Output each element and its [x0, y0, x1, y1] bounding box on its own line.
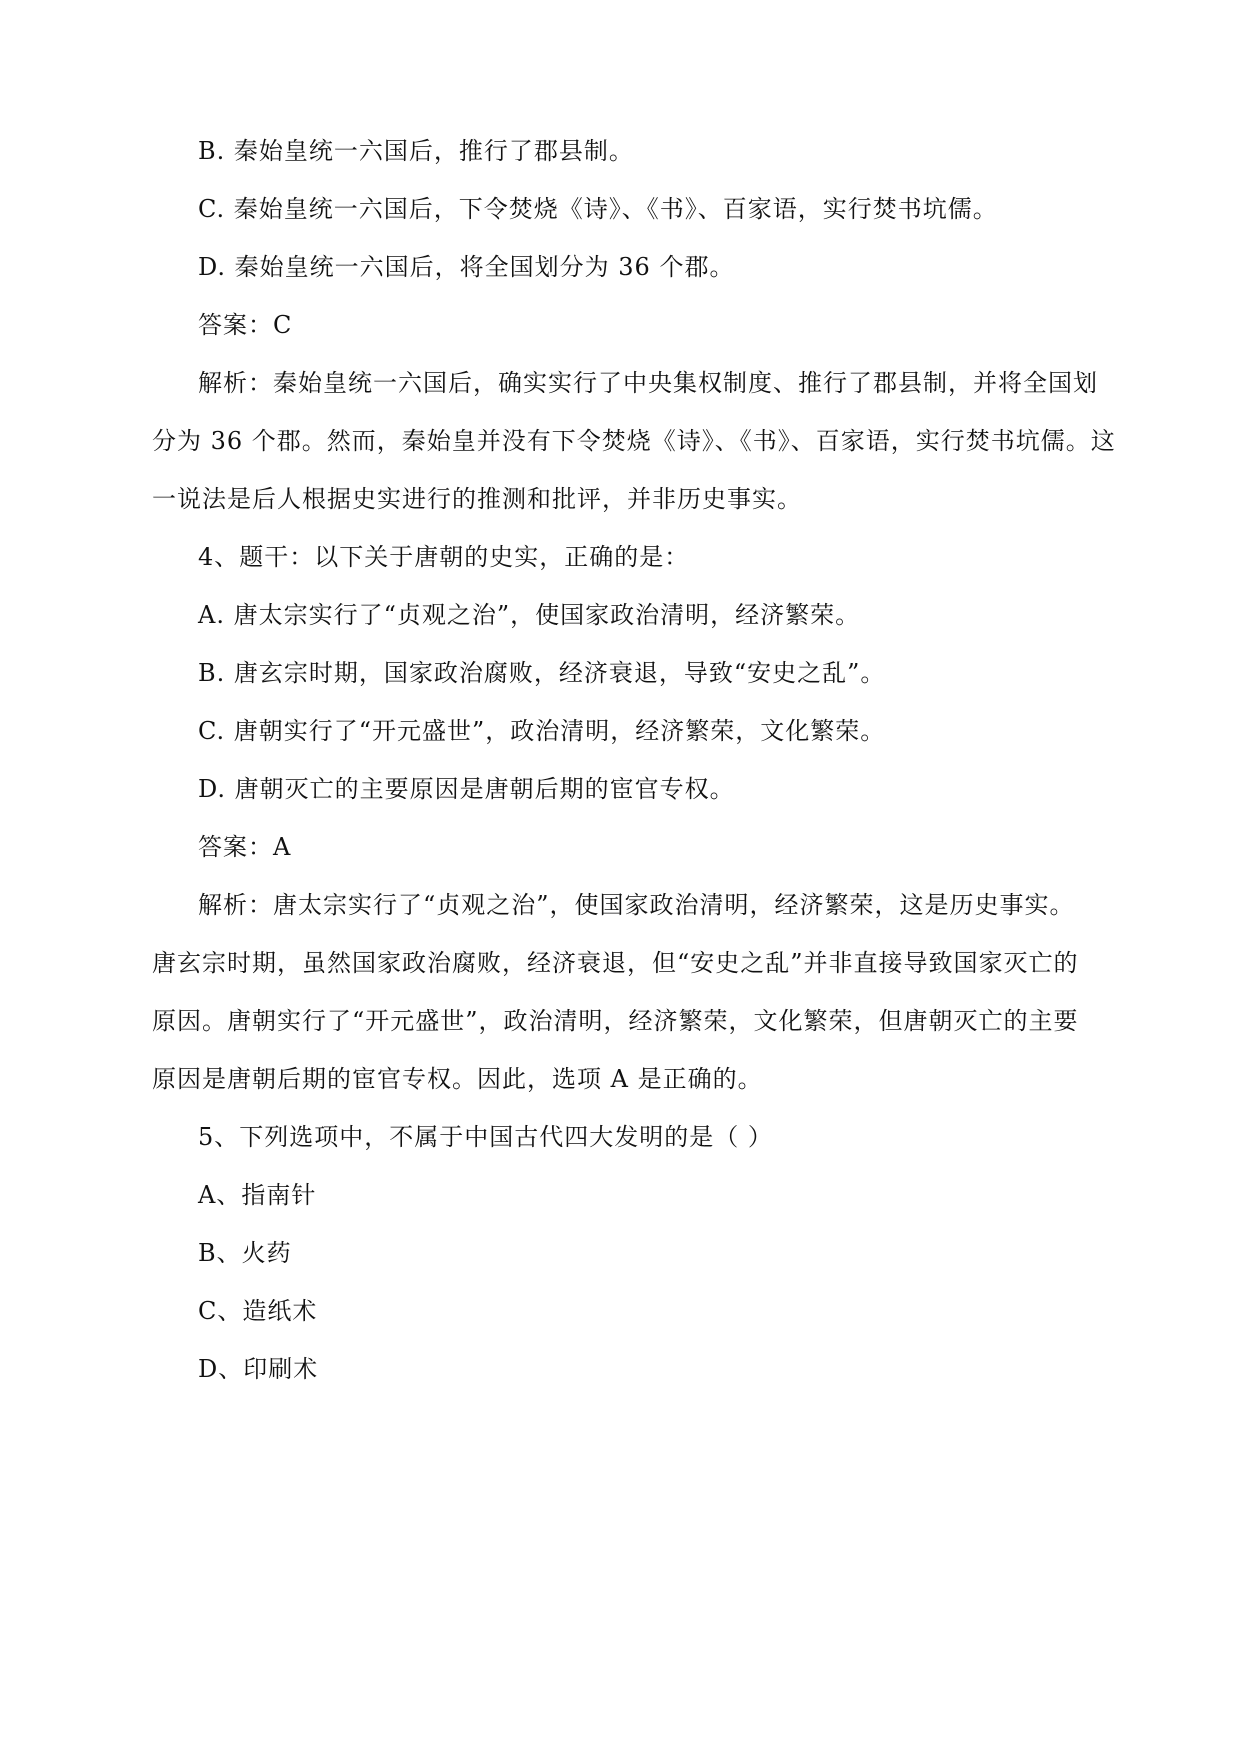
question-5-stem: 5、下列选项中，不属于中国古代四大发明的是（ ） [198, 1123, 773, 1151]
option-b-line: B. 唐玄宗时期，国家政治腐败，经济衰退，导致“安史之乱”。 [198, 659, 886, 687]
option-a-line: A、指南针 [198, 1181, 317, 1209]
explanation-line: 唐玄宗时期，虽然国家政治腐败，经济衰退，但“安史之乱”并非直接导致国家灭亡的 [152, 949, 1079, 977]
answer-line: 答案：A [198, 833, 292, 861]
option-d-line: D、印刷术 [198, 1355, 319, 1383]
option-a-line: A. 唐太宗实行了“贞观之治”，使国家政治清明，经济繁荣。 [198, 601, 861, 629]
explanation-line: 原因。唐朝实行了“开元盛世”，政治清明，经济繁荣，文化繁荣，但唐朝灭亡的主要 [152, 1007, 1079, 1035]
explanation-line: 原因是唐朝后期的宦官专权。因此，选项 A 是正确的。 [152, 1065, 763, 1093]
explanation-line: 解析：秦始皇统一六国后，确实实行了中央集权制度、推行了郡县制，并将全国划 [198, 369, 1098, 397]
explanation-line: 分为 36 个郡。然而，秦始皇并没有下令焚烧《诗》、《书》、百家语，实行焚书坑儒。这 [152, 427, 1116, 455]
option-b-line: B. 秦始皇统一六国后，推行了郡县制。 [198, 137, 634, 165]
option-d-line: D. 秦始皇统一六国后，将全国划分为 36 个郡。 [198, 253, 735, 281]
explanation-line: 一说法是后人根据史实进行的推测和批评，并非历史事实。 [152, 485, 802, 513]
answer-line: 答案：C [198, 311, 293, 339]
option-d-line: D. 唐朝灭亡的主要原因是唐朝后期的宦官专权。 [198, 775, 735, 803]
question-4-stem: 4、题干：以下关于唐朝的史实，正确的是： [198, 543, 690, 571]
option-c-line: C. 秦始皇统一六国后，下令焚烧《诗》、《书》、百家语，实行焚书坑儒。 [198, 195, 998, 223]
option-b-line: B、火药 [198, 1239, 292, 1267]
explanation-line: 解析：唐太宗实行了“贞观之治”，使国家政治清明，经济繁荣，这是历史事实。 [198, 891, 1075, 919]
option-c-line: C. 唐朝实行了“开元盛世”，政治清明，经济繁荣，文化繁荣。 [198, 717, 886, 745]
option-c-line: C、造纸术 [198, 1297, 318, 1325]
